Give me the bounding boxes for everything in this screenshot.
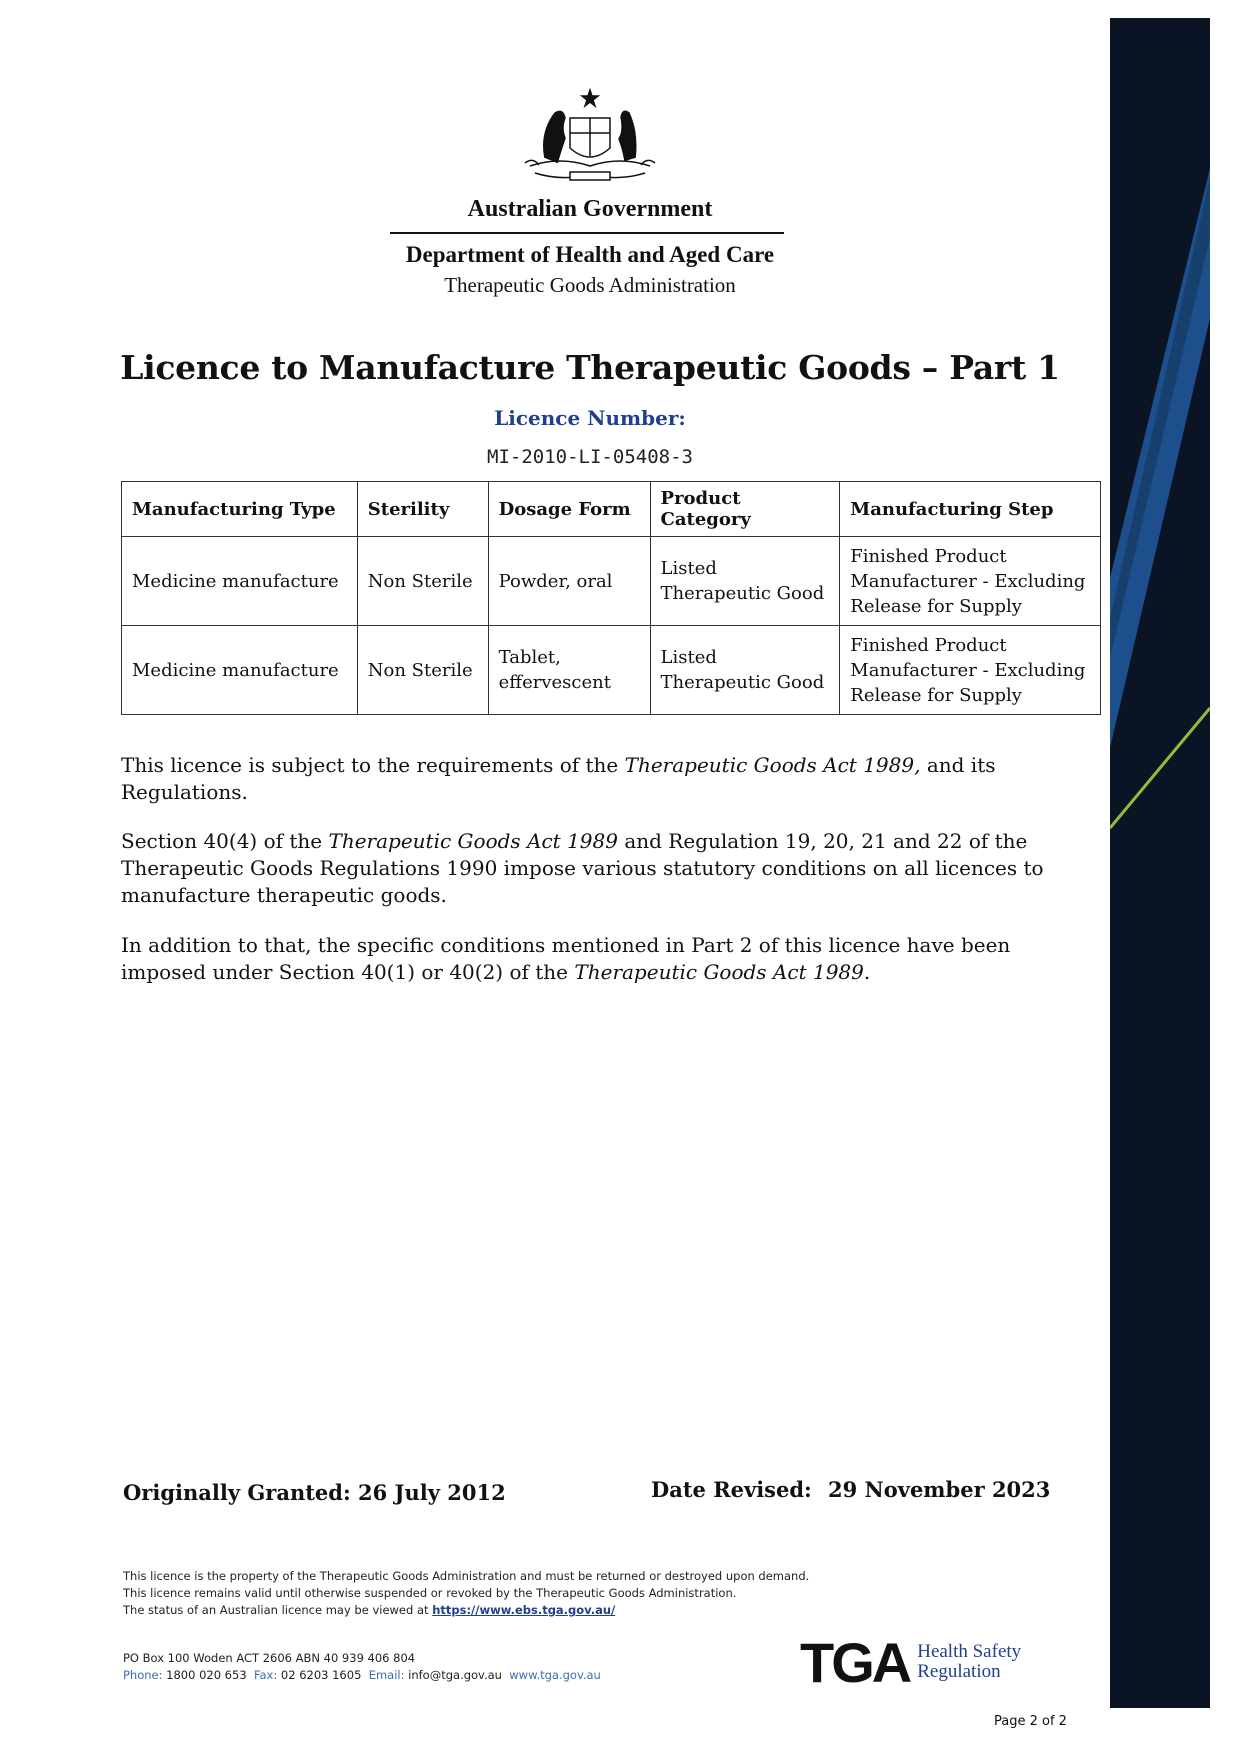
page-title: Licence to Manufacture Therapeutic Goods – Part 1 [120,348,1060,387]
coat-of-arms-icon [515,88,665,188]
column-header: Dosage Form [488,482,650,537]
paragraph-requirements: This licence is subject to the requirements of the Therapeutic Goods Act 1989, and its Regulations. [121,753,996,804]
column-header: Product Category [650,482,840,537]
footer-contact: Phone: 1800 020 653 Fax: 02 6203 1605 Email: info@tga.gov.au www.tga.gov.au [123,1668,601,1682]
column-header: Manufacturing Step [840,482,1101,537]
date-revised-value: 29 November 2023 [828,1477,1051,1502]
header-divider [390,232,784,234]
table-cell: Medicine manufacture [122,626,358,715]
email-link[interactable]: info@tga.gov.au [408,1668,502,1682]
table-cell: Tablet, effervescent [488,626,650,715]
government-name: Australian Government [467,196,713,222]
table-cell: Finished Product Manufacturer - Excluding Release for Supply [840,626,1101,715]
table-cell: Listed Therapeutic Good [650,626,840,715]
department-name: Department of Health and Aged Care [405,242,775,267]
tga-logo-word: TGA [800,1630,910,1694]
table-cell: Non Sterile [357,626,488,715]
page-number: Page 2 of 2 [994,1714,1067,1729]
decorative-side-stripe [1110,18,1210,1708]
table-cell: Medicine manufacture [122,537,358,626]
licence-number-label: Licence Number: [494,406,686,430]
originally-granted-value: 26 July 2012 [358,1480,506,1505]
column-header: Manufacturing Type [122,482,358,537]
manufacturing-table [121,481,1101,715]
paragraph-specific-conditions: In addition to that, the specific conditions mentioned in Part 2 of this licence have been imposed under Section 40(1) or 40(2) of the Therapeutic Goods Act 1989. [121,933,1011,984]
footer-status-notice: The status of an Australian licence may be viewed at https://www.ebs.tga.gov.au/ [123,1603,616,1617]
table-cell: Non Sterile [357,537,488,626]
footer-validity-notice: This licence remains valid until otherwise suspended or revoked by the Therapeutic Goods Administration. [123,1586,737,1600]
footer-property-notice: This licence is the property of the Therapeutic Goods Administration and must be returned or destroyed upon demand. [123,1569,810,1583]
table-cell: Finished Product Manufacturer - Excluding Release for Supply [840,537,1101,626]
table-row [122,537,1101,626]
table-cell: Listed Therapeutic Good [650,537,840,626]
website-link[interactable]: www.tga.gov.au [509,1668,601,1682]
agency-name: Therapeutic Goods Administration [444,273,736,297]
table-header-row [122,482,1101,537]
footer-address: PO Box 100 Woden ACT 2606 ABN 40 939 406 804 [123,1651,416,1665]
table-cell: Powder, oral [488,537,650,626]
ebs-link[interactable]: https://www.ebs.tga.gov.au/ [432,1603,616,1617]
date-revised-label: Date Revised: [651,1477,812,1502]
paragraph-statutory-conditions: Section 40(4) of the Therapeutic Goods Act 1989 and Regulation 19, 20, 21 and 22 of the Therapeutic Goods Regulations 1990 impose various statutory conditions on all licences to manufacture therapeutic goods. [121,829,1044,907]
tga-logo-tagline: Health Safety Regulation [917,1641,1022,1682]
licence-number-value: MI-2010-LI-05408-3 [487,446,693,468]
tga-logo [800,1632,1021,1692]
column-header: Sterility [357,482,488,537]
table-row [122,626,1101,715]
originally-granted-label: Originally Granted: [123,1480,351,1505]
